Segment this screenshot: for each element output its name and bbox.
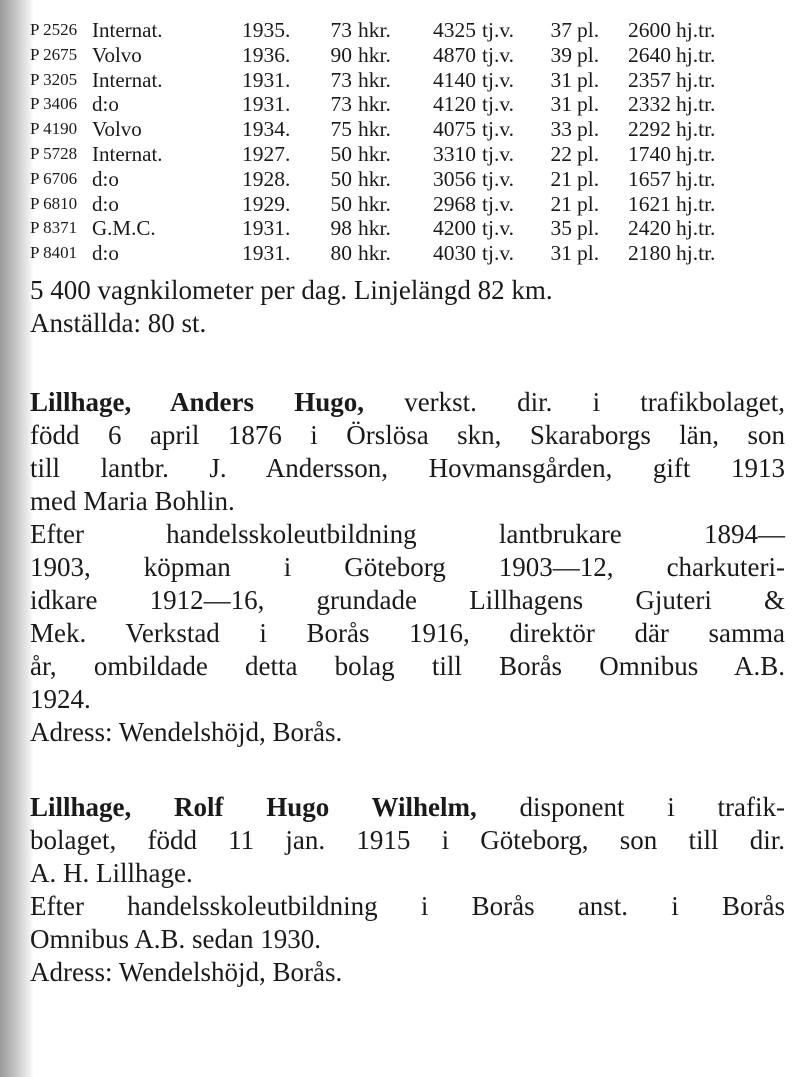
fleet-row bbox=[30, 216, 715, 241]
vehicle-id-cell: P 8371 bbox=[30, 218, 78, 238]
document-page bbox=[30, 18, 785, 989]
vehicle-make-cell: Volvo bbox=[92, 117, 142, 142]
entry-line: 1924. bbox=[30, 683, 91, 714]
weight-unit-cell: tj.v. bbox=[482, 18, 515, 42]
vehicle-year-cell: 1935. bbox=[242, 18, 291, 42]
entry-rolf-hugo-wilhelm bbox=[30, 791, 785, 989]
vehicle-id-cell: P 8401 bbox=[30, 243, 78, 263]
weight-cell: 2968 bbox=[433, 191, 476, 216]
weight-unit-cell: tj.v. bbox=[482, 191, 515, 216]
book-gutter-shadow bbox=[0, 0, 34, 1077]
seats-cell: 21 bbox=[550, 166, 572, 191]
horsepower-unit-cell: hkr. bbox=[358, 166, 391, 191]
wheelbase-unit-cell: hj.tr. bbox=[676, 117, 716, 142]
wheelbase-cell: 2357 bbox=[628, 67, 671, 92]
weight-unit-cell: tj.v. bbox=[482, 241, 515, 266]
seats-unit-cell: pl. bbox=[577, 117, 600, 142]
seats-cell: 31 bbox=[550, 241, 572, 266]
vehicle-make-cell: d:o bbox=[92, 166, 119, 191]
entry-line: Mek. Verkstad i Borås 1916, direktör där samma bbox=[30, 617, 785, 648]
weight-cell: 3310 bbox=[433, 141, 476, 166]
entry-line bbox=[30, 791, 785, 824]
wheelbase-cell: 2332 bbox=[628, 92, 671, 117]
weight-unit-cell: tj.v. bbox=[482, 117, 515, 142]
weight-cell: 4075 bbox=[433, 117, 476, 142]
seats-unit-cell: pl. bbox=[577, 166, 600, 191]
wheelbase-cell: 2180 bbox=[628, 241, 671, 266]
vehicle-make-cell: Internat. bbox=[92, 67, 163, 92]
vehicle-year-cell: 1934. bbox=[242, 117, 291, 142]
horsepower-unit-cell: hkr. bbox=[358, 67, 391, 92]
weight-unit-cell: tj.v. bbox=[482, 141, 515, 166]
entry-line: Efter handelsskoleutbildning i Borås anst. i Borås bbox=[30, 890, 785, 921]
wheelbase-unit-cell: hj.tr. bbox=[676, 166, 716, 191]
fleet-row bbox=[30, 241, 715, 266]
fleet-row bbox=[30, 92, 715, 117]
entry-line: Efter handelsskoleutbildning lantbrukare 1894— bbox=[30, 518, 785, 549]
vehicle-id-cell: P 6706 bbox=[30, 168, 78, 188]
wheelbase-cell: 2292 bbox=[628, 117, 671, 142]
wheelbase-cell: 2420 bbox=[628, 216, 671, 241]
horsepower-unit-cell: hkr. bbox=[358, 216, 391, 241]
weight-cell: 4120 bbox=[433, 92, 476, 117]
vehicle-id-cell: P 2526 bbox=[30, 20, 78, 39]
entry-line: 1903, köpman i Göteborg 1903—12, charkuteri- bbox=[30, 551, 785, 582]
wheelbase-unit-cell: hj.tr. bbox=[676, 191, 716, 216]
wheelbase-unit-cell: hj.tr. bbox=[676, 216, 716, 241]
horsepower-cell: 73 bbox=[330, 67, 352, 92]
vehicle-make-cell: d:o bbox=[92, 92, 119, 117]
weight-cell: 4200 bbox=[433, 216, 476, 241]
entry-line: född 6 april 1876 i Örslösa skn, Skaraborgs län, son bbox=[30, 419, 785, 450]
vehicle-year-cell: 1931. bbox=[242, 216, 291, 241]
vehicle-make-cell: d:o bbox=[92, 241, 119, 266]
vehicle-year-cell: 1928. bbox=[242, 166, 291, 191]
horsepower-cell: 98 bbox=[330, 216, 352, 241]
vehicle-year-cell: 1931. bbox=[242, 67, 291, 92]
horsepower-cell: 50 bbox=[330, 141, 352, 166]
horsepower-cell: 90 bbox=[330, 42, 352, 67]
vehicle-year-cell: 1929. bbox=[242, 191, 291, 216]
wheelbase-unit-cell: hj.tr. bbox=[676, 241, 716, 266]
wheelbase-unit-cell: hj.tr. bbox=[676, 92, 716, 117]
seats-cell: 39 bbox=[550, 42, 572, 67]
horsepower-unit-cell: hkr. bbox=[358, 18, 391, 42]
entry-line: till lantbr. J. Andersson, Hovmansgården, gift 1913 bbox=[30, 452, 785, 483]
entry-line bbox=[30, 386, 785, 419]
weight-unit-cell: tj.v. bbox=[482, 42, 515, 67]
horsepower-cell: 75 bbox=[330, 117, 352, 142]
summary-line-1: 5 400 vagnkilometer per dag. Linjelängd 82 km. bbox=[30, 274, 553, 305]
entry-line: med Maria Bohlin. bbox=[30, 485, 235, 516]
entry-line: år, ombildade detta bolag till Borås Omnibus A.B. bbox=[30, 650, 785, 681]
fleet-row bbox=[30, 18, 715, 43]
horsepower-unit-cell: hkr. bbox=[358, 191, 391, 216]
fleet-row bbox=[30, 167, 715, 192]
weight-cell: 4325 bbox=[433, 18, 476, 42]
vehicle-year-cell: 1931. bbox=[242, 241, 291, 266]
vehicle-id-cell: P 3406 bbox=[30, 94, 78, 114]
seats-unit-cell: pl. bbox=[577, 67, 600, 92]
seats-unit-cell: pl. bbox=[577, 92, 600, 117]
weight-cell: 4140 bbox=[433, 67, 476, 92]
vehicle-year-cell: 1927. bbox=[242, 141, 291, 166]
horsepower-cell: 50 bbox=[330, 191, 352, 216]
wheelbase-unit-cell: hj.tr. bbox=[676, 18, 716, 42]
fleet-table-body bbox=[30, 18, 715, 266]
summary-block bbox=[30, 274, 785, 340]
horsepower-unit-cell: hkr. bbox=[358, 92, 391, 117]
vehicle-id-cell: P 4190 bbox=[30, 119, 78, 139]
weight-unit-cell: tj.v. bbox=[482, 67, 515, 92]
horsepower-cell: 73 bbox=[330, 18, 352, 42]
wheelbase-cell: 2640 bbox=[628, 42, 671, 67]
horsepower-cell: 73 bbox=[330, 92, 352, 117]
vehicle-make-cell: Volvo bbox=[92, 42, 142, 67]
entry-address: Adress: Wendelshöjd, Borås. bbox=[30, 716, 343, 747]
vehicle-id-cell: P 2675 bbox=[30, 44, 78, 64]
seats-unit-cell: pl. bbox=[577, 141, 600, 166]
entry-line: A. H. Lillhage. bbox=[30, 857, 193, 888]
wheelbase-unit-cell: hj.tr. bbox=[676, 67, 716, 92]
fleet-row bbox=[30, 68, 715, 93]
seats-cell: 31 bbox=[550, 92, 572, 117]
wheelbase-cell: 1740 bbox=[628, 141, 671, 166]
horsepower-unit-cell: hkr. bbox=[358, 141, 391, 166]
fleet-row bbox=[30, 192, 715, 217]
seats-cell: 21 bbox=[550, 191, 572, 216]
horsepower-unit-cell: hkr. bbox=[358, 241, 391, 266]
entry-line: idkare 1912—16, grundade Lillhagens Gjuteri & bbox=[30, 584, 785, 615]
wheelbase-cell: 1657 bbox=[628, 166, 671, 191]
weight-cell: 3056 bbox=[433, 166, 476, 191]
seats-cell: 31 bbox=[550, 67, 572, 92]
vehicle-year-cell: 1936. bbox=[242, 42, 291, 67]
entry-address: Adress: Wendelshöjd, Borås. bbox=[30, 956, 343, 987]
fleet-row bbox=[30, 43, 715, 68]
summary-line-2: Anställda: 80 st. bbox=[30, 307, 207, 338]
fleet-row bbox=[30, 142, 715, 167]
fleet-row bbox=[30, 117, 715, 142]
entry-line-text: disponent i trafik- bbox=[519, 791, 785, 822]
weight-unit-cell: tj.v. bbox=[482, 216, 515, 241]
entry-line: bolaget, född 11 jan. 1915 i Göteborg, son till dir. bbox=[30, 824, 785, 855]
vehicle-id-cell: P 5728 bbox=[30, 143, 78, 163]
seats-unit-cell: pl. bbox=[577, 18, 600, 42]
horsepower-cell: 80 bbox=[330, 241, 352, 266]
entry-line: Omnibus A.B. sedan 1930. bbox=[30, 923, 322, 954]
entry-name: Lillhage, Rolf Hugo Wilhelm, bbox=[30, 791, 477, 822]
seats-cell: 37 bbox=[550, 18, 572, 42]
horsepower-unit-cell: hkr. bbox=[358, 42, 391, 67]
vehicle-make-cell: Internat. bbox=[92, 141, 163, 166]
weight-unit-cell: tj.v. bbox=[482, 166, 515, 191]
weight-unit-cell: tj.v. bbox=[482, 92, 515, 117]
weight-cell: 4870 bbox=[433, 42, 476, 67]
weight-cell: 4030 bbox=[433, 241, 476, 266]
entry-anders-hugo bbox=[30, 386, 785, 749]
vehicle-make-cell: Internat. bbox=[92, 18, 163, 42]
vehicle-id-cell: P 3205 bbox=[30, 69, 78, 89]
seats-cell: 22 bbox=[550, 141, 572, 166]
entry-line-text: verkst. dir. i trafikbolaget, bbox=[404, 386, 785, 417]
vehicle-make-cell: d:o bbox=[92, 191, 119, 216]
seats-unit-cell: pl. bbox=[577, 42, 600, 67]
vehicle-id-cell: P 6810 bbox=[30, 193, 78, 213]
wheelbase-cell: 1621 bbox=[628, 191, 671, 216]
wheelbase-unit-cell: hj.tr. bbox=[676, 42, 716, 67]
wheelbase-cell: 2600 bbox=[628, 18, 671, 42]
seats-unit-cell: pl. bbox=[577, 216, 600, 241]
fleet-table bbox=[30, 18, 715, 266]
seats-cell: 35 bbox=[550, 216, 572, 241]
horsepower-cell: 50 bbox=[330, 166, 352, 191]
seats-cell: 33 bbox=[550, 117, 572, 142]
seats-unit-cell: pl. bbox=[577, 191, 600, 216]
vehicle-make-cell: G.M.C. bbox=[92, 216, 156, 241]
horsepower-unit-cell: hkr. bbox=[358, 117, 391, 142]
seats-unit-cell: pl. bbox=[577, 241, 600, 266]
wheelbase-unit-cell: hj.tr. bbox=[676, 141, 716, 166]
vehicle-year-cell: 1931. bbox=[242, 92, 291, 117]
entry-name: Lillhage, Anders Hugo, bbox=[30, 386, 364, 417]
